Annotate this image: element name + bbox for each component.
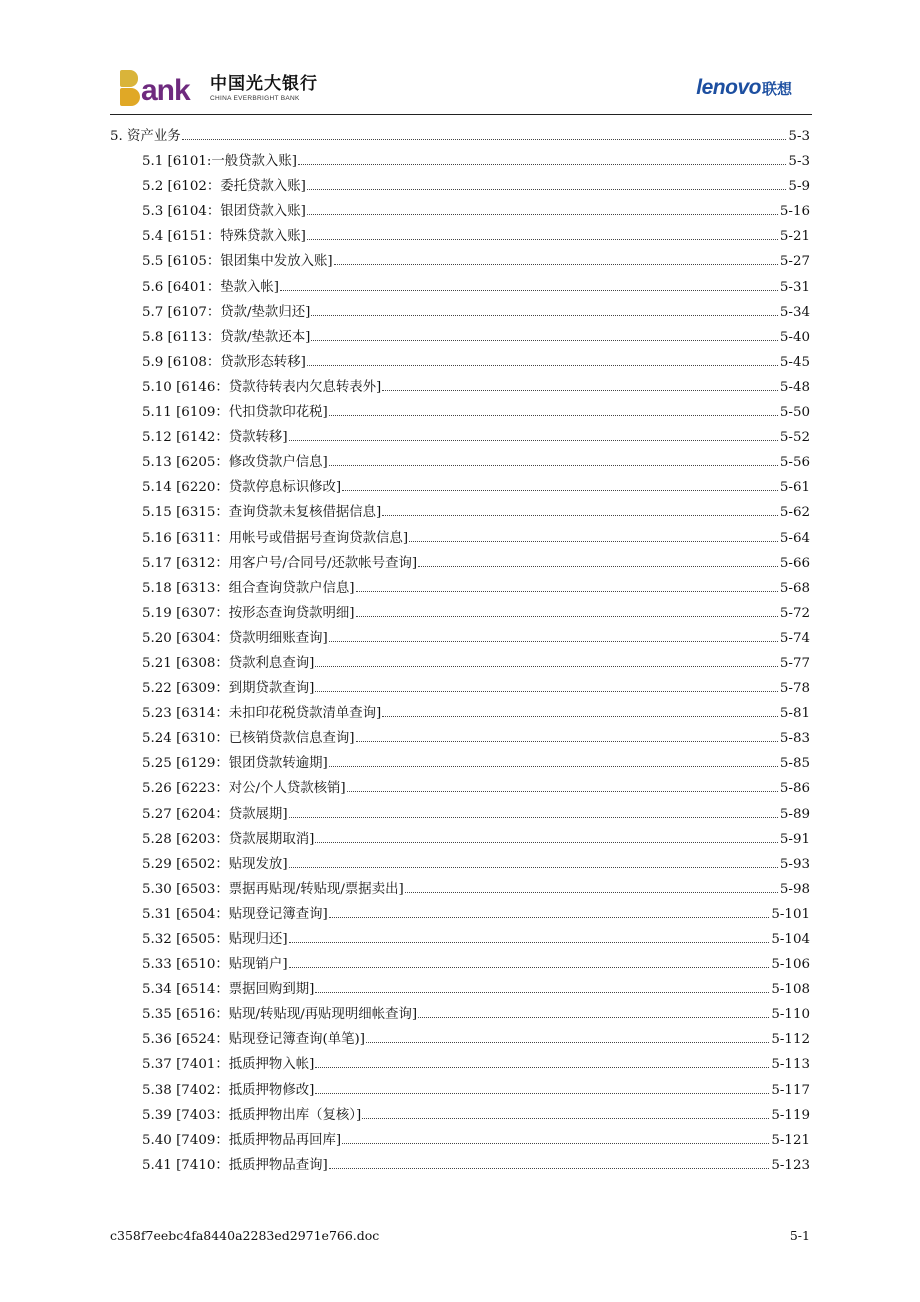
toc-dot-leader — [362, 1117, 769, 1119]
toc-dot-leader — [289, 439, 778, 441]
toc-entry-title: 5.3 [6104：银团贷款入账] — [142, 204, 306, 220]
toc-entry-page: 5-21 — [779, 229, 810, 245]
toc-entry[interactable] — [110, 275, 810, 300]
toc-entry[interactable] — [110, 827, 810, 852]
toc-entry-page: 5-72 — [779, 605, 810, 621]
toc-entry-page: 5-123 — [771, 1157, 810, 1173]
ceb-bank-logo — [120, 68, 190, 106]
toc-dot-leader — [356, 740, 778, 742]
lenovo-logo — [696, 76, 792, 100]
toc-dot-leader — [315, 665, 778, 667]
toc-entry-title: 5.5 [6105：银团集中发放入账] — [142, 254, 333, 270]
toc-dot-leader — [307, 238, 778, 240]
toc-entry-title: 5.2 [6102：委托贷款入账] — [142, 179, 306, 195]
toc-entry-page: 5-86 — [779, 781, 810, 797]
toc-dot-leader — [329, 765, 778, 767]
toc-dot-leader — [315, 690, 778, 692]
toc-entry-page: 5-104 — [771, 932, 810, 947]
toc-entry[interactable] — [110, 651, 810, 676]
toc-entry[interactable] — [110, 1002, 810, 1027]
footer-filename: c358f7eebc4fa8440a2283ed2971e766.doc — [110, 1228, 380, 1243]
toc-dot-leader — [382, 715, 778, 717]
toc-entry-page: 5-61 — [779, 480, 810, 496]
toc-entry-title: 5. 资产业务 — [110, 129, 181, 144]
toc-entry-page: 5-3 — [788, 154, 810, 170]
toc-entry-page: 5-78 — [779, 681, 810, 697]
header-divider — [110, 114, 812, 115]
toc-entry[interactable] — [110, 902, 810, 927]
toc-entry[interactable] — [110, 174, 810, 199]
toc-dot-leader — [405, 891, 778, 893]
toc-entry[interactable] — [110, 1078, 810, 1103]
toc-entry-page: 5-3 — [788, 129, 810, 144]
toc-dot-leader — [307, 364, 778, 366]
toc-entry-title: 5.35 [6516：贴现/转贴现/再贴现明细帐查询] — [142, 1007, 418, 1023]
toc-entry-title: 5.27 [6204：贷款展期] — [142, 806, 288, 822]
toc-entry-title: 5.29 [6502：贴现发放] — [142, 856, 288, 872]
toc-entry-title: 5.41 [7410：抵质押物品查询] — [142, 1157, 328, 1173]
toc-dot-leader — [315, 841, 778, 843]
toc-entry-page: 5-119 — [771, 1107, 810, 1123]
toc-entry-title: 5.36 [6524：贴现登记簿查询(单笔)] — [142, 1032, 365, 1048]
toc-dot-leader — [289, 816, 778, 818]
toc-entry-title: 5.33 [6510：贴现销户] — [142, 957, 288, 973]
toc-dot-leader — [356, 590, 778, 592]
toc-entry-page: 5-27 — [779, 254, 810, 270]
toc-entry-title: 5.10 [6146：贷款待转表内欠息转表外] — [142, 379, 382, 395]
toc-dot-leader — [311, 314, 778, 316]
toc-entry[interactable] — [110, 927, 810, 952]
toc-entry-page: 5-113 — [771, 1057, 810, 1073]
toc-entry-page: 5-77 — [779, 655, 810, 671]
toc-entry[interactable] — [110, 526, 810, 551]
toc-entry-page: 5-106 — [771, 957, 810, 973]
toc-entry-title: 5.6 [6401：垫款入帐] — [142, 279, 280, 295]
toc-entry-title: 5.28 [6203：贷款展期取消] — [142, 831, 315, 847]
toc-entry-title: 5.32 [6505：贴现归还] — [142, 932, 288, 947]
toc-entry-title: 5.11 [6109：代扣贷款印花税] — [142, 405, 328, 421]
toc-entry[interactable] — [110, 952, 810, 977]
toc-entry[interactable] — [110, 149, 810, 174]
toc-entry-title: 5.14 [6220：贷款停息标识修改] — [142, 480, 342, 496]
toc-dot-leader — [289, 966, 770, 968]
toc-entry-title: 5.38 [7402：抵质押物修改] — [142, 1082, 315, 1098]
bank-logo-text: ank — [141, 74, 190, 107]
toc-entry[interactable] — [110, 1027, 810, 1052]
bank-name-en: CHINA EVERBRIGHT BANK — [210, 95, 300, 102]
toc-entry-page: 5-110 — [771, 1007, 810, 1023]
toc-entry[interactable] — [110, 350, 810, 375]
toc-entry-title: 5.4 [6151：特殊贷款入账] — [142, 229, 306, 245]
toc-entry-title: 5.31 [6504：贴现登记簿查询] — [142, 906, 328, 922]
toc-entry-title: 5.21 [6308：贷款利息查询] — [142, 655, 315, 671]
toc-entry-title: 5.7 [6107：贷款/垫款归还] — [142, 304, 311, 320]
toc-dot-leader — [307, 188, 787, 190]
toc-entry-title: 5.22 [6309：到期贷款查询] — [142, 681, 315, 697]
toc-entry-page: 5-62 — [779, 505, 810, 521]
toc-entry-title: 5.16 [6311：用帐号或借据号查询贷款信息] — [142, 530, 409, 546]
toc-dot-leader — [329, 640, 778, 642]
toc-entry[interactable] — [110, 802, 810, 827]
toc-dot-leader — [329, 1167, 770, 1169]
toc-entry-page: 5-85 — [779, 756, 810, 772]
toc-dot-leader — [289, 866, 778, 868]
toc-entry[interactable] — [110, 450, 810, 475]
toc-entry[interactable] — [110, 852, 810, 877]
toc-entry-title: 5.17 [6312：用客户号/合同号/还款帐号查询] — [142, 555, 418, 571]
toc-dot-leader — [315, 1092, 769, 1094]
toc-dot-leader — [315, 1066, 769, 1068]
toc-entry[interactable] — [110, 1052, 810, 1077]
toc-entry-page: 5-83 — [779, 731, 810, 747]
toc-entry-page: 5-108 — [771, 982, 810, 998]
toc-entry[interactable] — [110, 877, 810, 902]
toc-entry-title: 5.34 [6514：票据回购到期] — [142, 982, 315, 998]
toc-dot-leader — [329, 414, 778, 416]
toc-entry-page: 5-64 — [779, 530, 810, 546]
toc-entry[interactable] — [110, 701, 810, 726]
toc-entry-page: 5-48 — [779, 379, 810, 395]
toc-dot-leader — [418, 1016, 769, 1018]
toc-dot-leader — [329, 464, 778, 466]
toc-entry-title: 5.30 [6503：票据再贴现/转贴现/票据卖出] — [142, 881, 404, 897]
toc-entry[interactable] — [110, 1153, 810, 1178]
toc-dot-leader — [311, 339, 778, 341]
toc-dot-leader — [347, 790, 778, 792]
toc-entry-page: 5-50 — [779, 405, 810, 421]
toc-entry-page: 5-56 — [779, 455, 810, 471]
toc-entry-page: 5-112 — [771, 1032, 810, 1048]
toc-entry-title: 5.12 [6142：贷款转移] — [142, 430, 288, 446]
toc-entry-page: 5-74 — [779, 630, 810, 646]
toc-entry-page: 5-34 — [779, 304, 810, 320]
toc-entry[interactable] — [110, 676, 810, 701]
toc-entry[interactable] — [110, 375, 810, 400]
toc-entry-title: 5.18 [6313：组合查询贷款户信息] — [142, 580, 355, 596]
toc-entry-page: 5-117 — [771, 1082, 810, 1098]
toc-entry[interactable] — [110, 475, 810, 500]
toc-entry-page: 5-9 — [788, 179, 810, 195]
bank-name-block — [210, 74, 318, 102]
toc-entry[interactable] — [110, 500, 810, 525]
toc-dot-leader — [315, 991, 769, 993]
toc-entry-page: 5-101 — [771, 906, 810, 922]
toc-entry-page: 5-66 — [779, 555, 810, 571]
toc-entry-title: 5.23 [6314：未扣印花税贷款清单查询] — [142, 706, 382, 722]
toc-dot-leader — [329, 916, 770, 918]
toc-entry[interactable] — [110, 977, 810, 1002]
table-of-contents — [110, 124, 810, 1178]
page-header — [110, 60, 812, 116]
toc-entry[interactable] — [110, 751, 810, 776]
toc-entry-page: 5-68 — [779, 580, 810, 596]
toc-entry-title: 5.26 [6223：对公/个人贷款核销] — [142, 781, 346, 797]
toc-entry-page: 5-91 — [779, 831, 810, 847]
toc-entry-title: 5.25 [6129：银团贷款转逾期] — [142, 756, 328, 772]
toc-entry[interactable] — [110, 224, 810, 249]
toc-entry[interactable] — [110, 1103, 810, 1128]
toc-entry-title: 5.9 [6108：贷款形态转移] — [142, 354, 306, 370]
toc-entry-title: 5.13 [6205：修改贷款户信息] — [142, 455, 328, 471]
toc-entry-title: 5.40 [7409：抵质押物品再回库] — [142, 1132, 342, 1148]
toc-entry-page: 5-98 — [779, 881, 810, 897]
toc-entry-page: 5-121 — [771, 1132, 810, 1148]
toc-dot-leader — [298, 163, 786, 165]
toc-entry[interactable] — [110, 576, 810, 601]
toc-entry-title: 5.15 [6315：查询贷款未复核借据信息] — [142, 505, 382, 521]
toc-entry[interactable] — [110, 776, 810, 801]
toc-dot-leader — [182, 138, 787, 140]
toc-entry-page: 5-45 — [779, 354, 810, 370]
toc-entry-title: 5.19 [6307：按形态查询贷款明细] — [142, 605, 355, 621]
toc-dot-leader — [366, 1041, 769, 1043]
toc-dot-leader — [382, 389, 778, 391]
bank-b-logo-mark — [120, 70, 140, 106]
toc-dot-leader — [280, 289, 778, 291]
toc-entry[interactable] — [110, 551, 810, 576]
toc-entry[interactable] — [110, 300, 810, 325]
toc-entry-page: 5-81 — [779, 706, 810, 722]
toc-dot-leader — [418, 565, 778, 567]
toc-entry-page: 5-16 — [779, 204, 810, 220]
toc-entry-page: 5-40 — [779, 329, 810, 345]
toc-section-entry[interactable] — [110, 124, 810, 149]
toc-entry[interactable] — [110, 601, 810, 626]
toc-entry[interactable] — [110, 425, 810, 450]
footer-page-number: 5-1 — [789, 1228, 810, 1243]
toc-entry-title: 5.37 [7401：抵质押物入帐] — [142, 1057, 315, 1073]
toc-entry-page: 5-31 — [779, 279, 810, 295]
toc-entry-title: 5.1 [6101:一般贷款入账] — [142, 154, 297, 170]
toc-entry-page: 5-93 — [779, 856, 810, 872]
toc-dot-leader — [334, 263, 778, 265]
toc-dot-leader — [342, 1142, 769, 1144]
toc-entry-title: 5.8 [6113：贷款/垫款还本] — [142, 329, 311, 345]
toc-dot-leader — [356, 615, 778, 617]
toc-entry-title: 5.39 [7403：抵质押物出库（复核）] — [142, 1107, 362, 1123]
toc-dot-leader — [382, 514, 778, 516]
toc-entry[interactable] — [110, 1128, 810, 1153]
toc-entry-page: 5-52 — [779, 430, 810, 446]
toc-dot-leader — [307, 213, 778, 215]
toc-entry-title: 5.20 [6304：贷款明细账查询] — [142, 630, 328, 646]
toc-entry-title: 5.24 [6310：已核销贷款信息查询] — [142, 731, 355, 747]
lenovo-logo-en: lenovo — [696, 76, 761, 99]
toc-dot-leader — [409, 540, 778, 542]
toc-entry[interactable] — [110, 726, 810, 751]
toc-dot-leader — [289, 941, 770, 943]
bank-name-cn: 中国光大银行 — [210, 74, 318, 94]
toc-entry[interactable] — [110, 199, 810, 224]
toc-entry-page: 5-89 — [779, 806, 810, 822]
toc-entry[interactable] — [110, 626, 810, 651]
toc-entry[interactable] — [110, 325, 810, 350]
toc-entry[interactable] — [110, 400, 810, 425]
toc-entry[interactable] — [110, 249, 810, 274]
page-footer — [110, 1228, 810, 1243]
lenovo-logo-cn: 联想 — [761, 79, 792, 98]
toc-dot-leader — [342, 489, 778, 491]
